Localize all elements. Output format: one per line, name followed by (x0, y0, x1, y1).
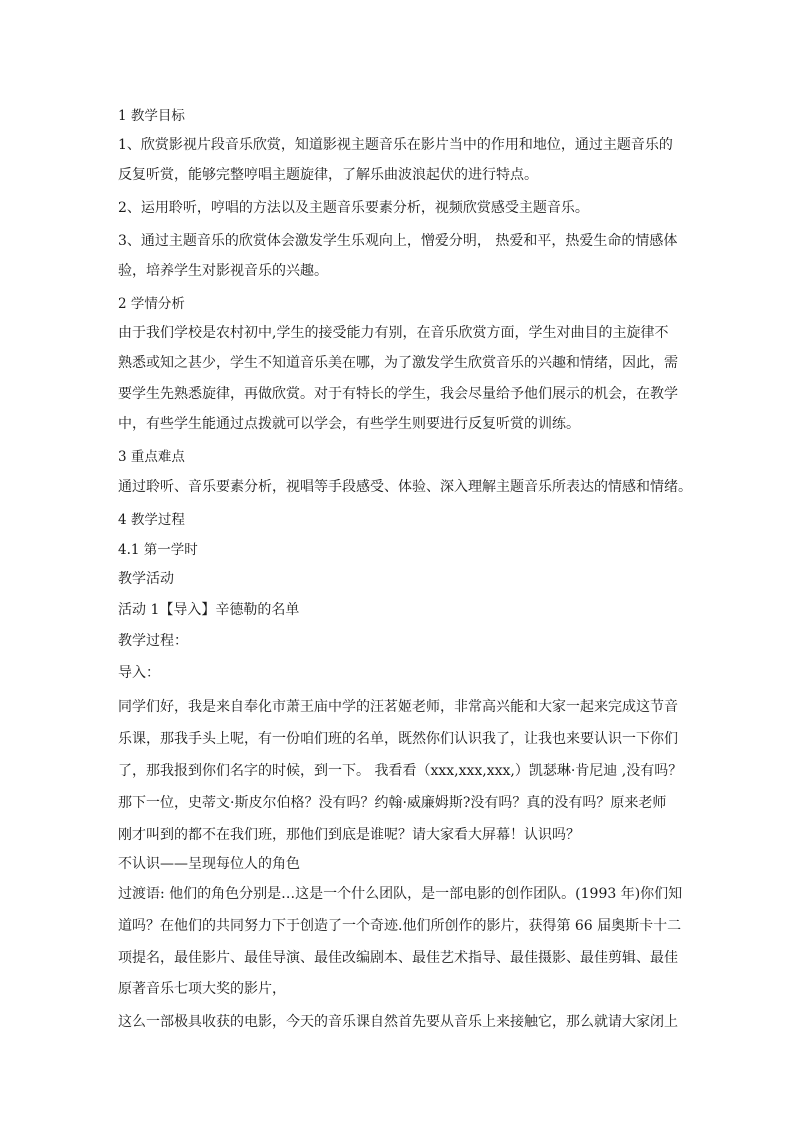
paragraph-line: 项提名，最佳影片、最佳导演、最佳改编剧本、最佳艺术指导、最佳摄影、最佳剪辑、最佳 (118, 950, 678, 966)
paragraph-line: 教学过程： (118, 633, 188, 649)
paragraph-line: 要学生先熟悉旋律，再做欣赏。对于有特长的学生，我会尽量给予他们展示的机会，在教学 (118, 386, 678, 402)
paragraph-line: 过渡语: 他们的角色分别是…这是一个什么团队，是一部电影的创作团队。(1993 年)你们知 (118, 886, 683, 902)
paragraph-line: 3、通过主题音乐的欣赏体会激发学生乐观向上，憎爱分明， 热爱和平，热爱生命的情感体 (118, 233, 678, 249)
paragraph-line: 了，那我报到你们名字的时候，到一下。 我看看（xxx,xxx,xxx,）凯瑟琳·肯尼迪 ,没有吗？ (118, 763, 683, 779)
paragraph-line: 验，培养学生对影视音乐的兴趣。 (118, 263, 328, 279)
heading-teaching-process: 4 教学过程 (118, 512, 185, 528)
heading-key-points: 3 重点难点 (118, 449, 185, 465)
paragraph-line: 通过聆听、音乐要素分析，视唱等手段感受、体验、深入理解主题音乐所表达的情感和情绪。 (118, 479, 692, 495)
paragraph-line: 导入： (118, 665, 160, 681)
heading-teaching-goals: 1 教学目标 (118, 108, 185, 124)
paragraph-line: 熟悉或知之甚少，学生不知道音乐美在哪，为了激发学生欣赏音乐的兴趣和情绪，因此，需 (118, 355, 678, 371)
paragraph-line: 刚才叫到的都不在我们班，那他们到底是谁呢？请大家看大屏幕！认识吗？ (118, 827, 580, 843)
paragraph-line: 同学们好，我是来自奉化市萧王庙中学的汪茗姬老师，非常高兴能和大家一起来完成这节音 (118, 699, 678, 715)
paragraph-line: 反复听赏，能够完整哼唱主题旋律，了解乐曲波浪起伏的进行特点。 (118, 167, 538, 183)
heading-student-analysis: 2 学情分析 (118, 296, 185, 312)
heading-first-period: 4.1 第一学时 (118, 542, 198, 558)
paragraph-line: 不认识——呈现每位人的角色 (118, 856, 300, 872)
paragraph-line: 1、欣赏影视片段音乐欣赏，知道影视主题音乐在影片当中的作用和地位，通过主题音乐的 (118, 137, 673, 153)
paragraph-line: 2、运用聆听，哼唱的方法以及主题音乐要素分析，视频欣赏感受主题音乐。 (118, 200, 589, 216)
paragraph-line: 中，有些学生能通过点拨就可以学会，有些学生则要进行反复听赏的训练。 (118, 416, 580, 432)
paragraph-line: 这么一部极具收获的电影，今天的音乐课自然首先要从音乐上来接触它，那么就请大家闭上 (118, 1014, 678, 1030)
paragraph-line: 道吗？在他们的共同努力下于创造了一个奇迹.他们所创作的影片，获得第 66 届奥斯卡十二 (118, 918, 682, 934)
paragraph-line: 原著音乐七项大奖的影片， (118, 981, 286, 997)
paragraph-line: 活动 1【导入】辛德勒的名单 (118, 602, 300, 618)
paragraph-line: 由于我们学校是农村初中,学生的接受能力有别，在音乐欣赏方面，学生对曲目的主旋律不 (118, 325, 669, 341)
paragraph-line: 教学活动 (118, 571, 174, 587)
paragraph-line: 乐课，那我手头上呢，有一份咱们班的名单，既然你们认识我了，让我也来要认识一下你们 (118, 731, 678, 747)
paragraph-line: 那下一位，史蒂文·斯皮尔伯格？没有吗？约翰·威廉姆斯?没有吗？真的没有吗？原来老师 (118, 795, 667, 811)
